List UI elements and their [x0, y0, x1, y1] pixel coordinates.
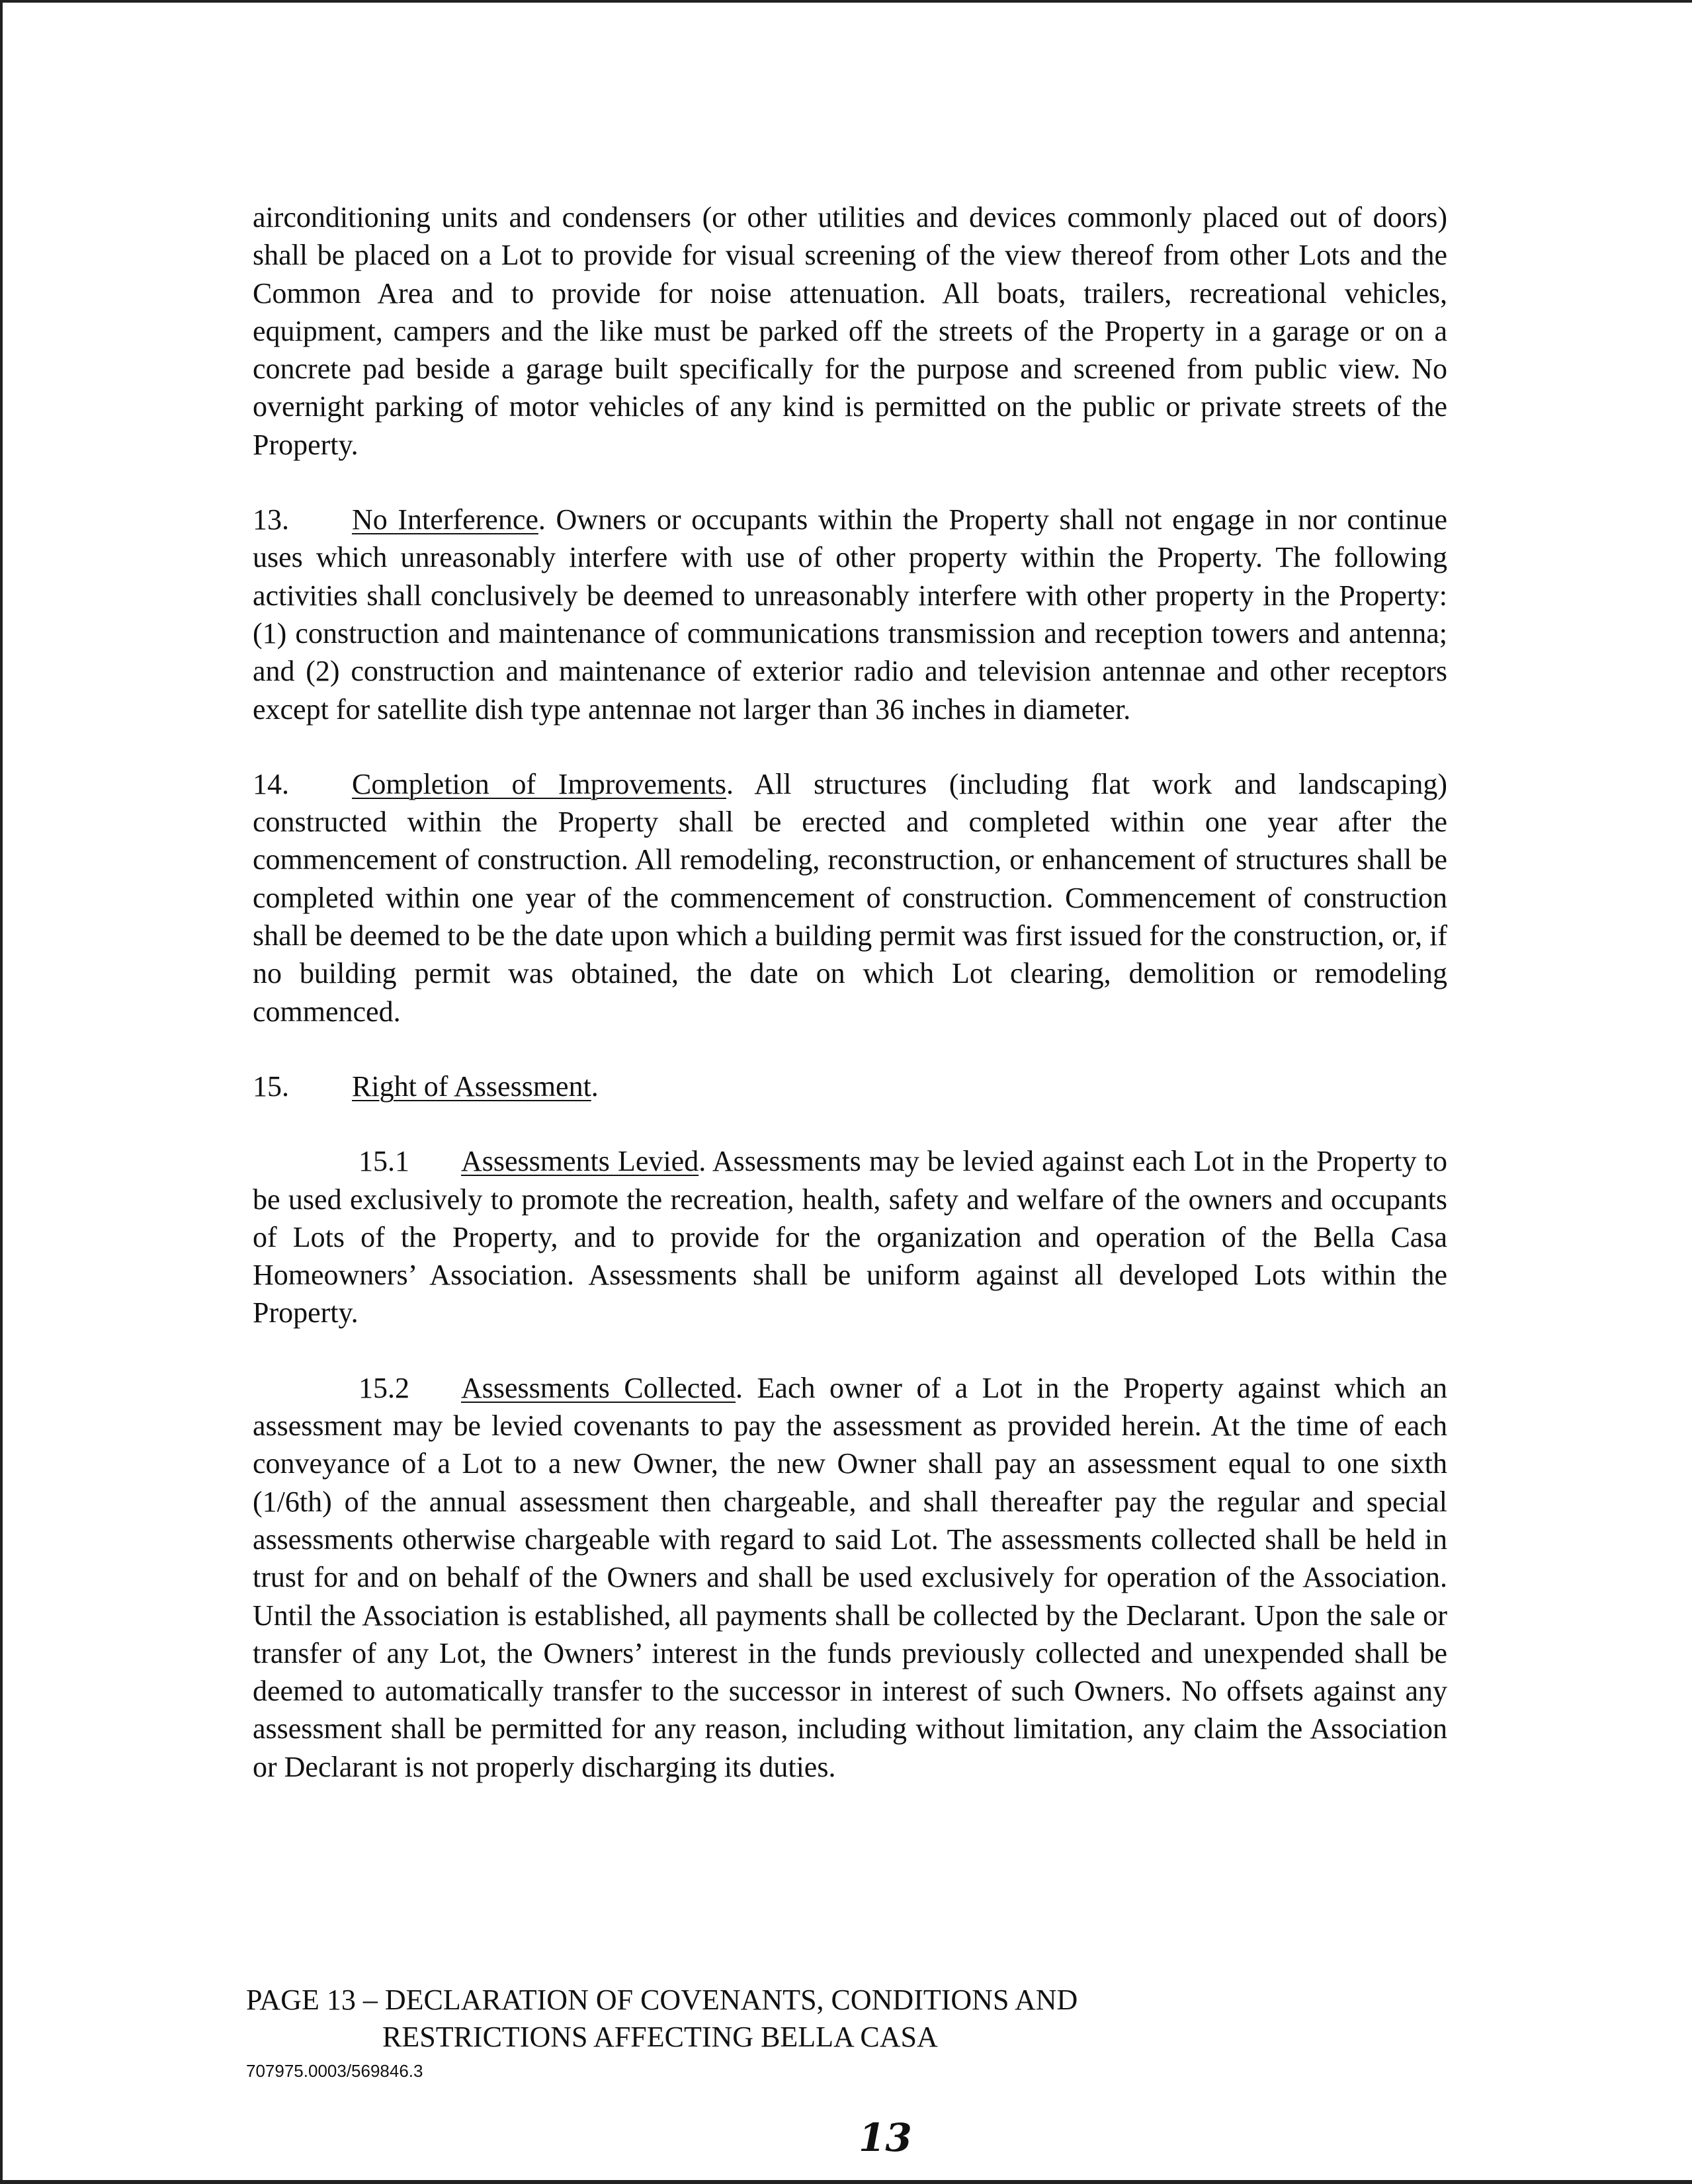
page-footer	[246, 1982, 1437, 2056]
section-13-title: No Interference	[352, 503, 538, 536]
section-15-title: Right of Assessment	[352, 1070, 591, 1103]
section-15-2-number: 15.2	[359, 1371, 409, 1404]
section-14-text: . All structures (including flat work and landscaping) constructed within the Property shall be erected and completed within one year after the commencement of construction. All remodeling, reconstruction, or enhancement of structures shall be completed within one year of the commencement of construction. Commencement of construction shall be deemed to be the date upon which a building permit was first issued for the construction, or, if no building permit was obtained, the date on which Lot clearing, demolition or remodeling commenced.	[253, 767, 1447, 1028]
section-15-1	[253, 1142, 1447, 1331]
section-15-number: 15.	[253, 1070, 289, 1103]
paragraph-continued-text: airconditioning units and condensers (or other utilities and devices commonly placed out of doors) shall be placed on a Lot to provide for visual screening of the view thereof from other Lots and the Common Area and to provide for noise attenuation. All boats, trailers, recreational vehicles, equipment, campers and the like must be parked off the streets of the Property in a garage or on a concrete pad beside a garage built specifically for the purpose and screened from public view. No overnight parking of motor vehicles of any kind is permitted on the public or private streets of the Property.	[253, 201, 1447, 461]
section-13-text: . Owners or occupants within the Property shall not engage in nor continue uses which unreasonably interfere with use of other property within the Property. The following activities shall conclusively be deemed to unreasonably interfere with other property in the Property: (1) construction and maintenance of communications transmission and reception towers and antenna; and (2) construction and maintenance of exterior radio and television antennae and other receptors except for satellite dish type antennae not larger than 36 inches in diameter.	[253, 503, 1447, 726]
section-15-2	[253, 1369, 1447, 1786]
section-14	[253, 765, 1447, 1030]
document-number: 707975.0003/569846.3	[246, 2061, 423, 2081]
handwritten-page-number: 13	[859, 2115, 912, 2160]
section-15-2-indent	[253, 1372, 359, 1404]
paragraph-continued	[253, 198, 1447, 464]
scan-border-bottom	[0, 2180, 1692, 2184]
scan-border-top	[0, 0, 1692, 3]
section-15	[253, 1068, 1447, 1105]
section-14-title: Completion of Improvements	[352, 767, 726, 800]
footer-line-1: PAGE 13 – DECLARATION OF COVENANTS, CONDITIONS AND	[246, 1984, 1078, 2016]
section-13	[253, 501, 1447, 728]
section-15-1-text: . Assessments may be levied against each Lot in the Property to be used exclusively to promote the recreation, health, safety and welfare of the owners and occupants of Lots of the Property, and to provide for the organization and operation of the Bella Casa Homeowners’ Association. Assessments shall be uniform against all developed Lots within the Property.	[253, 1145, 1447, 1329]
document-body	[253, 198, 1447, 1786]
section-15-1-title: Assessments Levied	[461, 1145, 699, 1178]
footer-line-2: RESTRICTIONS AFFECTING BELLA CASA	[382, 2021, 938, 2053]
scan-border-left	[0, 0, 3, 2184]
section-15-2-title: Assessments Collected	[461, 1371, 736, 1404]
section-14-number: 14.	[253, 767, 289, 800]
section-15-1-indent	[253, 1145, 359, 1177]
section-13-number: 13.	[253, 503, 289, 536]
section-15-1-number: 15.1	[359, 1145, 409, 1178]
section-15-2-text: . Each owner of a Lot in the Property against which an assessment may be levied covenants to pay the assessment as provided herein. At the time of each conveyance of a Lot to a new Owner, the new Owner shall pay an assessment equal to one sixth (1/6th) of the annual assessment then chargeable, and shall thereafter pay the regular and special assessments otherwise chargeable with regard to said Lot. The assessments collected shall be held in trust for and on behalf of the Owners and shall be used exclusively for operation of the Association. Until the Association is established, all payments shall be collected by the Declarant. Upon the sale or transfer of any Lot, the Owners’ interest in the funds previously collected and unexpended shall be deemed to automatically transfer to the successor in interest of such Owners. No offsets against any assessment shall be permitted for any reason, including without limitation, any claim the Association or Declarant is not properly discharging its duties.	[253, 1371, 1448, 1783]
section-15-tail: .	[591, 1070, 599, 1103]
